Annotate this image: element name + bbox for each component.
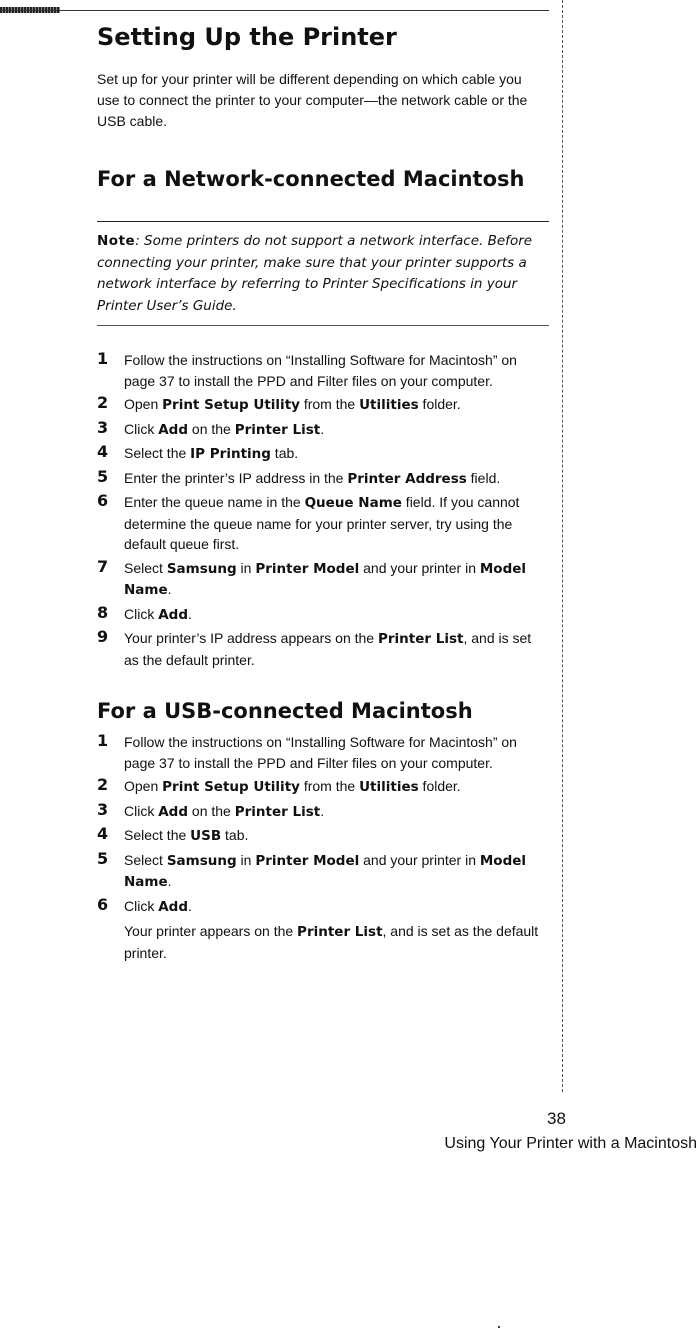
step-text: Open — [124, 778, 163, 794]
ui-term: Utilities — [359, 397, 419, 413]
step-number: 5 — [97, 848, 109, 868]
top-rule — [0, 10, 549, 11]
step-text: , and is set as the default printer. — [124, 923, 539, 961]
step-text: . — [188, 897, 192, 914]
stray-mark — [498, 1326, 500, 1328]
step-text: , and is set as the default printer. — [124, 630, 532, 668]
step-text: tab. — [221, 827, 249, 843]
step-item — [97, 443, 547, 465]
step-item — [97, 850, 547, 893]
network-section-heading: For a Network-connected Macintosh — [97, 167, 525, 191]
step-number: 8 — [97, 602, 109, 622]
step-number: 2 — [97, 775, 109, 794]
step-item — [97, 558, 547, 601]
step-text: Enter the printer’s IP address in the — [124, 469, 348, 486]
step-text: . — [188, 605, 192, 622]
step-item — [97, 776, 547, 798]
step-number: 2 — [97, 393, 109, 412]
step-item — [97, 732, 547, 773]
page-content — [97, 22, 547, 963]
ui-term: Utilities — [359, 779, 419, 795]
step-item — [97, 419, 547, 441]
usb-result-text — [97, 921, 547, 963]
step-number: 7 — [97, 556, 109, 576]
step-item — [97, 825, 547, 847]
step-text: Click — [124, 420, 159, 437]
ui-term: Model Name — [124, 852, 527, 890]
ui-term: Add — [158, 421, 189, 438]
ui-term: Samsung — [166, 852, 237, 869]
step-number: 4 — [97, 442, 109, 461]
step-text: and your printer in — [359, 851, 480, 868]
step-text: Click — [124, 897, 159, 914]
network-steps-list — [97, 350, 547, 670]
ui-term: Printer Address — [347, 470, 467, 487]
step-item — [97, 350, 547, 391]
footer-section-title: Using Your Printer with a Macintosh — [444, 1135, 697, 1152]
step-text: Select — [124, 559, 167, 576]
step-number: 5 — [97, 466, 109, 486]
ui-term: Printer List — [297, 924, 383, 940]
step-text: folder. — [418, 396, 461, 412]
step-number: 1 — [97, 731, 109, 750]
step-text: from the — [299, 396, 360, 412]
step-text: Select the — [124, 827, 191, 843]
page-number: 38 — [547, 1109, 566, 1128]
ui-term: Print Setup Utility — [162, 397, 300, 413]
step-text: on the — [188, 802, 235, 819]
step-number: 4 — [97, 824, 109, 843]
step-number: 3 — [97, 417, 109, 437]
page-title: Setting Up the Printer — [97, 23, 397, 51]
step-text: Select — [124, 851, 167, 868]
ui-term: Samsung — [166, 560, 237, 577]
step-text: from the — [299, 778, 360, 794]
step-item — [97, 801, 547, 823]
step-text: in — [236, 559, 256, 576]
step-text: field. If you cannot determine the queue name for your printer server, try using the default queue first. — [124, 494, 520, 552]
step-text: Click — [124, 605, 159, 622]
step-text: . — [320, 420, 325, 437]
ui-term: Printer Model — [255, 852, 360, 869]
step-text: tab. — [270, 445, 299, 461]
usb-section-heading: For a USB-connected Macintosh — [97, 699, 473, 723]
step-text: . — [167, 873, 172, 889]
step-text: . — [320, 802, 325, 819]
note-label: Note — [97, 233, 136, 249]
intro-paragraph: Set up for your printer will be different depending on which cable you use to connect the printer to your computer—the network cable or the USB cable. — [97, 71, 528, 129]
step-item — [97, 896, 547, 918]
step-text: Enter the queue name in the — [124, 494, 305, 510]
step-text: Open — [124, 396, 163, 412]
ui-term: Printer List — [377, 631, 464, 647]
note-text: : Some printers do not support a network interface. Before connecting your printer, make sure that your printer supports a network interface by referring to Printer Specifications in your Printer User’s Guide. — [97, 233, 533, 314]
usb-steps-list — [97, 732, 547, 917]
step-text: folder. — [418, 778, 461, 794]
ui-term: Add — [158, 606, 189, 623]
step-item — [97, 468, 547, 490]
step-text: . — [167, 581, 172, 597]
step-item — [97, 628, 547, 670]
step-text: Your printer’s IP address appears on the — [124, 630, 378, 646]
ui-term: Printer List — [234, 421, 321, 438]
note-box — [97, 221, 549, 326]
step-number: 6 — [97, 894, 109, 914]
step-item — [97, 492, 547, 555]
ui-term: Queue Name — [304, 495, 402, 511]
ui-term: USB — [190, 828, 222, 844]
ui-term: Model Name — [124, 560, 527, 598]
step-text: field. — [466, 469, 501, 486]
step-item — [97, 604, 547, 626]
step-number: 6 — [97, 491, 109, 510]
step-text: and your printer in — [359, 559, 480, 576]
ui-term: Add — [158, 803, 189, 820]
ui-term: Printer Model — [255, 560, 360, 577]
margin-rule — [562, 0, 563, 1092]
step-text: in — [236, 851, 256, 868]
step-text: Select the — [124, 445, 191, 461]
step-text: Your printer appears on the — [124, 923, 298, 939]
step-number: 3 — [97, 799, 109, 819]
ui-term: IP Printing — [190, 446, 271, 462]
step-text: Click — [124, 802, 159, 819]
ui-term: Printer List — [234, 803, 321, 820]
ui-term: Print Setup Utility — [162, 779, 300, 795]
step-text: on the — [188, 420, 235, 437]
ui-term: Add — [158, 898, 189, 915]
step-text: Follow the instructions on “Installing Software for Macintosh” on page 37 to install the PPD and Filter files on your computer. — [124, 352, 517, 389]
step-text: Follow the instructions on “Installing Software for Macintosh” on page 37 to install the PPD and Filter files on your computer. — [124, 734, 517, 771]
step-number: 9 — [97, 627, 109, 646]
step-item — [97, 394, 547, 416]
step-number: 1 — [97, 349, 109, 368]
